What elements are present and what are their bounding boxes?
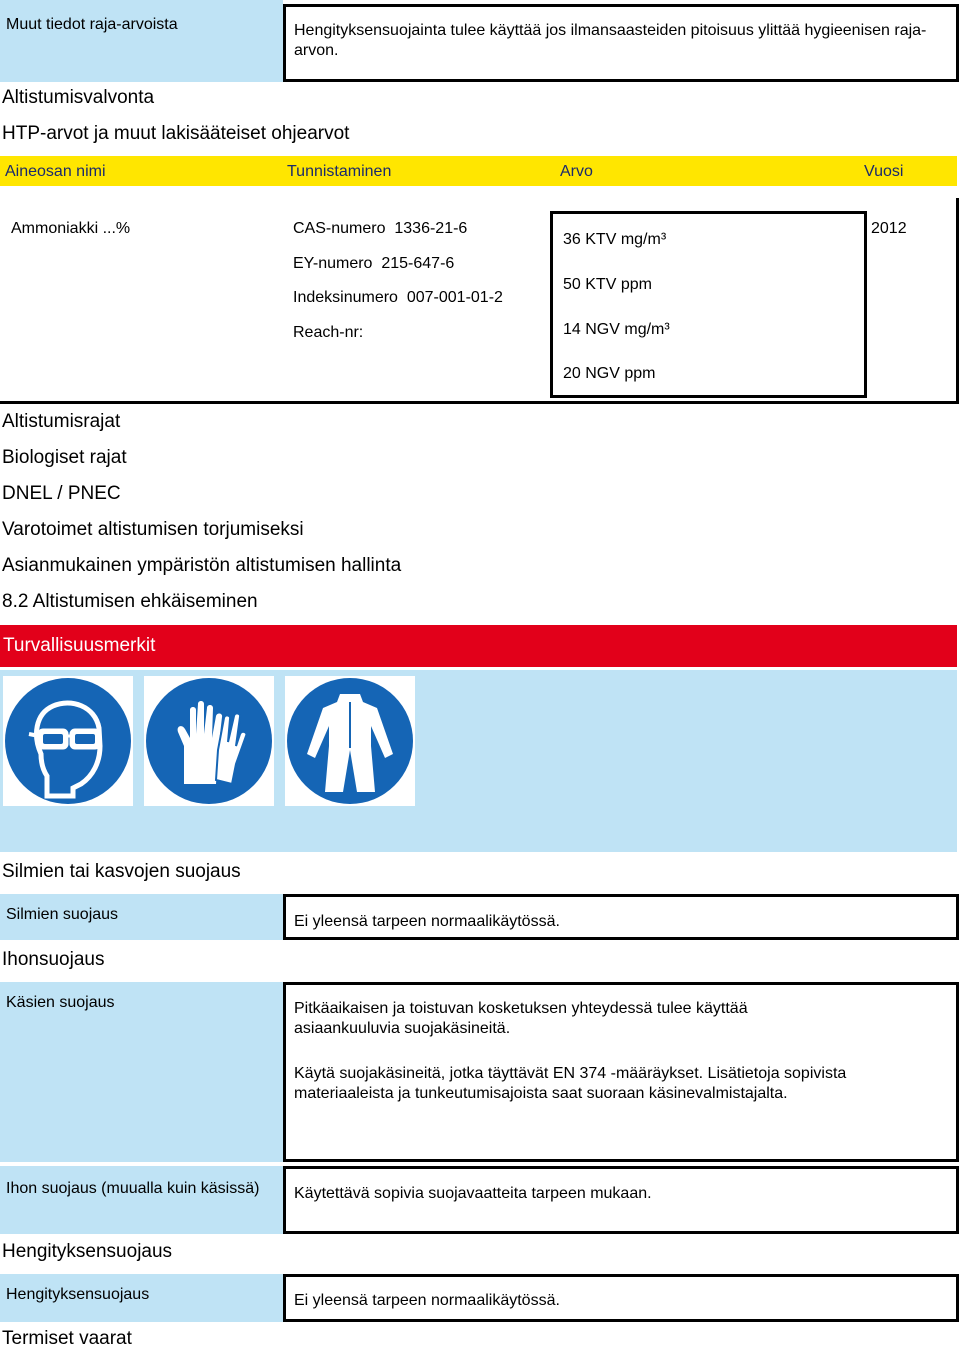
value-ngv-mgm3 [563, 321, 670, 339]
exposure-limits-heading: Altistumisrajat [2, 411, 121, 432]
dnel-heading: DNEL / PNEC [2, 483, 121, 504]
value-ktv-mgm3 [563, 231, 666, 249]
limit-info-label: Muut tiedot raja-arvoista [0, 0, 283, 82]
identifier-value: 215-647-6 [381, 255, 455, 272]
col-header-name: Aineosan nimi [5, 163, 106, 180]
identifier-value: 1336-21-6 [394, 220, 468, 237]
precautions-heading: Varotoimet altistumisen torjumiseksi [2, 519, 304, 540]
hand-protection-text-2: Käytä suojakäsineitä, jotka täyttävät EN 374 -määräykset. Lisätietoja sopivista materiaaleista ja tunkeutumisajoista saat suoraan käsinevalmistajalta. [294, 1065, 847, 1102]
value-unit: KTV mg/m³ [585, 231, 667, 248]
thermal-hazards-heading: Termiset vaarat [2, 1328, 132, 1349]
environment-heading: Asianmukainen ympäristön altistumisen hallinta [2, 555, 402, 576]
table-header [0, 156, 957, 186]
value-ngv-ppm [563, 365, 656, 383]
gloves-sign [144, 676, 274, 806]
skin-protection-heading: Ihonsuojaus [2, 949, 105, 970]
identifier-cas [293, 220, 467, 238]
eye-protection-label: Silmien suojaus [0, 894, 283, 940]
protective-suit-icon [285, 676, 415, 806]
limit-info-text: Hengityksensuojainta tulee käyttää jos ilmansaasteiden pitoisuus ylittää hygieenisen raja-arvon. [283, 4, 959, 82]
identifier-label: Reach-nr: [293, 324, 364, 341]
body-protection-text: Käytettävä sopivia suojavaatteita tarpeen mukaan. [283, 1166, 959, 1234]
hand-protection-text-1: Pitkäaikaisen ja toistuvan kosketuksen yhteydessä tulee käyttää asiaankuuluvia suojakäsineitä. [294, 1000, 748, 1037]
identifier-label: Indeksinumero [293, 289, 398, 306]
value-number: 36 [563, 231, 581, 248]
value-number: 14 [563, 321, 581, 338]
htp-heading: HTP-arvot ja muut lakisääteiset ohjearvot [2, 123, 350, 144]
respiratory-protection-label: Hengityksensuojaus [0, 1274, 283, 1322]
exposure-control-heading: Altistumisvalvonta [2, 87, 155, 108]
value-ktv-ppm [563, 276, 652, 294]
identifier-reach [293, 324, 363, 342]
respiratory-protection-text: Ei yleensä tarpeen normaalikäytössä. [283, 1274, 959, 1322]
identifier-ec [293, 255, 454, 273]
gloves-icon [144, 676, 274, 806]
safety-signs-title: Turvallisuusmerkit [0, 625, 957, 667]
hand-protection-text [283, 982, 959, 1162]
value-unit: KTV ppm [585, 276, 652, 293]
substance-name: Ammoniakki ...% [11, 220, 131, 237]
eye-protection-text: Ei yleensä tarpeen normaalikäytössä. [283, 894, 959, 940]
respiratory-protection-heading: Hengityksensuojaus [2, 1241, 173, 1262]
body-protection-label: Ihon suojaus (muualla kuin käsissä) [0, 1166, 283, 1234]
value-number: 50 [563, 276, 581, 293]
prevention-heading: 8.2 Altistumisen ehkäiseminen [2, 591, 258, 612]
eye-protection-icon [3, 676, 133, 806]
values-box [550, 211, 867, 398]
identifier-value: 007-001-01-2 [406, 289, 503, 306]
col-header-year: Vuosi [864, 163, 904, 180]
eye-face-protection-heading: Silmien tai kasvojen suojaus [2, 861, 241, 882]
value-unit: NGV mg/m³ [585, 321, 670, 338]
col-header-identifier: Tunnistaminen [287, 163, 392, 180]
value-unit: NGV ppm [585, 365, 656, 382]
value-year: 2012 [871, 220, 907, 237]
value-number: 20 [563, 365, 581, 382]
identifier-label: CAS-numero [293, 220, 386, 237]
biological-limits-heading: Biologiset rajat [2, 447, 127, 468]
protective-suit-sign [285, 676, 415, 806]
col-header-value: Arvo [560, 163, 593, 180]
hand-protection-label: Käsien suojaus [0, 982, 283, 1162]
identifier-index [293, 289, 503, 307]
eye-protection-sign [3, 676, 133, 806]
identifier-label: EY-numero [293, 255, 373, 272]
